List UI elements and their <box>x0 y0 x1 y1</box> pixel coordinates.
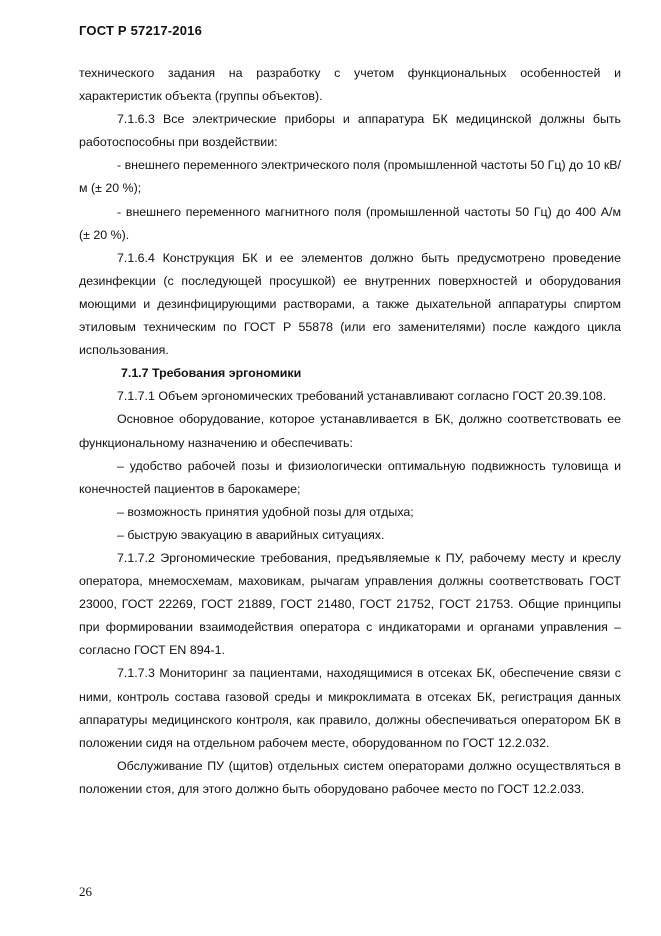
paragraph-7-1-7-1: 7.1.7.1 Объем эргономических требований устанавливают согласно ГОСТ 20.39.108. <box>117 389 607 404</box>
paragraph-main-equipment: Основное оборудование, которое устанавливается в БК, должно соответствовать ее функциональному назначению и обеспечивать: <box>79 412 621 450</box>
paragraph-7-1-7-3: 7.1.7.3 Мониторинг за пациентами, находящимися в отсеках БК, обеспечение связи с ними, контроль состава газовой среды и микроклимата в отсеках БК, регистрация данных аппаратуры медицинского контроля, как правило, должны обеспечиваться оператором БК в положении сидя на отдельном рабочем месте, оборудованном по ГОСТ 12.2.032. <box>79 666 621 750</box>
paragraph-7-1-7-2: 7.1.7.2 Эргономические требования, предъявляемые к ПУ, рабочему месту и креслу оператора, мнемосхемам, маховикам, рычагам управления должны соответствовать ГОСТ 23000, ГОСТ 22269, ГОСТ 21889, ГОСТ 21480, ГОСТ 21752, ГОСТ 21753. Общие принципы при формировании взаимодействия оператора с индикаторами и органами управления – согласно ГОСТ EN 894-1. <box>79 550 621 658</box>
list-item-magnetic-field: - внешнего переменного магнитного поля (промышленной частоты 50 Гц) до 400 А/м (± 20 %). <box>79 204 621 242</box>
paragraph-panel-service: Обслуживание ПУ (щитов) отдельных систем операторами должно осуществляться в положении стоя, для этого должно быть оборудовано рабочее место по ГОСТ 12.2.033. <box>79 758 621 796</box>
list-item-evacuation: – быструю эвакуацию в аварийных ситуациях. <box>117 527 385 542</box>
paragraph-continuation: технического задания на разработку с учетом функциональных особенностей и характеристик объекта (группы объектов). <box>79 66 621 104</box>
list-item-posture: – удобство рабочей позы и физиологически оптимальную подвижность туловища и конечностей пациентов в барокамере; <box>79 458 621 496</box>
list-item-electric-field: - внешнего переменного электрического поля (промышленной частоты 50 Гц) до 10 кВ/м (± 20 %); <box>79 158 621 196</box>
list-item-rest: – возможность принятия удобной позы для отдыха; <box>117 504 414 519</box>
section-heading-7-1-7: 7.1.7 Требования эргономики <box>121 366 302 381</box>
document-header: ГОСТ Р 57217-2016 <box>79 23 203 38</box>
paragraph-7-1-6-3: 7.1.6.3 Все электрические приборы и аппаратура БК медицинской должны быть работоспособны при воздействии: <box>79 112 621 150</box>
paragraph-7-1-6-4: 7.1.6.4 Конструкция БК и ее элементов должно быть предусмотрено проведение дезинфекции (с последующей просушкой) ее внутренних поверхностей и оборудования моющими и дезинфицирующими растворами, а также дыхательной аппаратуры спиртом этиловым техническим по ГОСТ Р 55878 (или его заменителями) после каждого цикла использования. <box>79 250 621 358</box>
document-body <box>79 62 621 801</box>
page-number: 26 <box>79 884 92 899</box>
